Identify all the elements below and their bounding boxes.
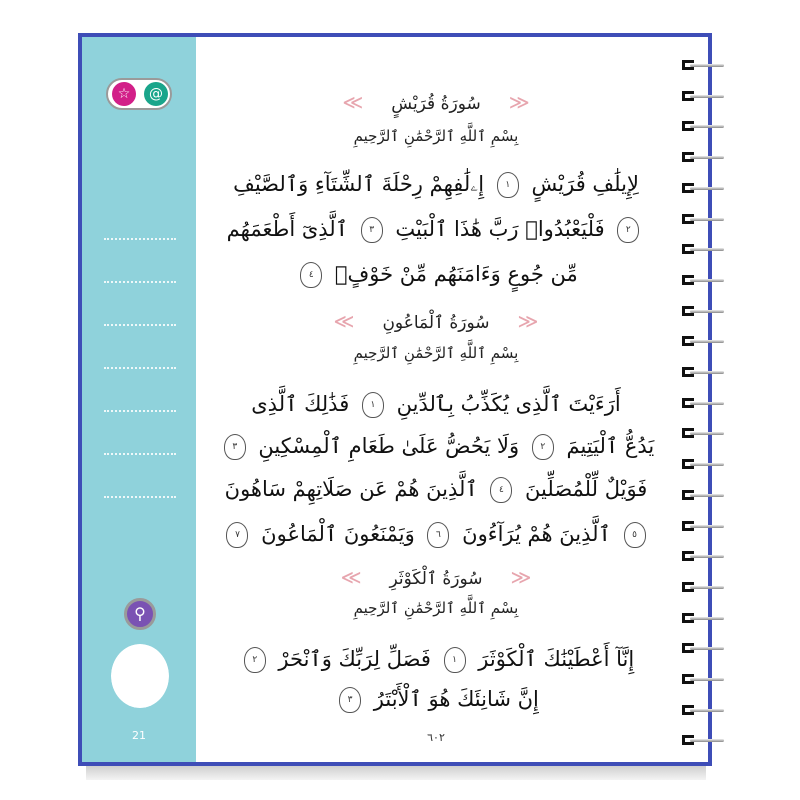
at-sign-icon[interactable]: @ xyxy=(144,82,168,106)
verse-number-marker: ١ xyxy=(362,392,384,418)
verse-number-marker: ٢ xyxy=(532,434,554,460)
dotted-line xyxy=(104,410,176,412)
verse-text: وَلَا يَحُضُّ عَلَىٰ طَعَامِ ٱلْمِسْكِينِ xyxy=(258,434,520,458)
verse-text: لِإِيلَٰفِ قُرَيْشٍ xyxy=(531,172,639,196)
verse-number-marker: ٤ xyxy=(490,477,512,503)
surah-title-text: سُورَةُ ٱلْمَاعُونِ xyxy=(382,313,490,333)
verse-text: فَوَيْلٌ لِّلْمُصَلِّينَ xyxy=(525,477,648,501)
ring-wire xyxy=(690,279,724,282)
search-icon[interactable]: ⚲ xyxy=(124,598,156,630)
ring-wire xyxy=(690,248,724,251)
verse-text: إِۦلَٰفِهِمْ رِحْلَةَ ٱلشِّتَآءِ وَٱلصَّيْفِ xyxy=(233,172,485,196)
verse-number-marker: ٢ xyxy=(617,217,639,243)
ring-wire xyxy=(690,187,724,190)
ornament-icon: ≪ xyxy=(517,309,539,333)
ring-wire xyxy=(690,310,724,313)
verse-text: فَصَلِّ لِرَبِّكَ وَٱنْحَرْ xyxy=(278,647,431,671)
verse-line xyxy=(196,522,676,548)
ring-wire xyxy=(690,156,724,159)
ring-wire xyxy=(690,525,724,528)
verse-line xyxy=(196,477,676,503)
spiral-ring xyxy=(682,490,722,500)
spiral-ring xyxy=(682,121,722,131)
spiral-ring xyxy=(682,91,722,101)
verse-line xyxy=(196,262,676,288)
spiral-ring xyxy=(682,183,722,193)
ring-wire xyxy=(690,494,724,497)
spiral-ring xyxy=(682,705,722,715)
ring-wire xyxy=(690,555,724,558)
bismillah: بِسْمِ ٱللَّهِ ٱلرَّحْمَٰنِ ٱلرَّحِيمِ xyxy=(353,599,519,617)
verse-number-marker: ٧ xyxy=(226,522,248,548)
ring-wire xyxy=(690,586,724,589)
bismillah: بِسْمِ ٱللَّهِ ٱلرَّحْمَٰنِ ٱلرَّحِيمِ xyxy=(353,127,519,145)
surah-title xyxy=(196,565,676,589)
verse-number-marker: ١ xyxy=(444,647,466,673)
verse-number-marker: ١ xyxy=(497,172,519,198)
surah-title xyxy=(196,309,676,333)
leaf-shape xyxy=(111,644,169,708)
arabic-page-number: ٦٠٢ xyxy=(427,731,445,744)
spiral-ring xyxy=(682,735,722,745)
spiral-ring xyxy=(682,367,722,377)
ornament-icon: ≪ xyxy=(508,90,530,114)
page-number: 21 xyxy=(132,729,146,742)
verse-text: فَلْيَعْبُدُوا۟ رَبَّ هَٰذَا ٱلْبَيْتِ xyxy=(395,217,605,241)
ring-wire xyxy=(690,340,724,343)
dotted-line xyxy=(104,496,176,498)
quran-page xyxy=(196,37,676,762)
verse-number-marker: ٣ xyxy=(339,687,361,713)
spiral-ring xyxy=(682,643,722,653)
page-shadow xyxy=(86,766,706,780)
ring-wire xyxy=(690,678,724,681)
ring-wire xyxy=(690,432,724,435)
spiral-ring xyxy=(682,428,722,438)
bismillah: بِسْمِ ٱللَّهِ ٱلرَّحْمَٰنِ ٱلرَّحِيمِ xyxy=(353,344,519,362)
ornament-icon: ≪ xyxy=(510,565,532,589)
dotted-line xyxy=(104,453,176,455)
spiral-ring xyxy=(682,398,722,408)
spiral-ring xyxy=(682,582,722,592)
verse-number-marker: ٣ xyxy=(361,217,383,243)
verse-line xyxy=(196,392,676,418)
ring-wire xyxy=(690,125,724,128)
spiral-ring xyxy=(682,521,722,531)
spiral-ring xyxy=(682,275,722,285)
ring-wire xyxy=(690,739,724,742)
verse-text: ٱلَّذِينَ هُمْ يُرَآءُونَ xyxy=(462,522,611,546)
ornament-icon: ≫ xyxy=(340,565,362,589)
dotted-line xyxy=(104,324,176,326)
spiral-ring xyxy=(682,244,722,254)
ring-wire xyxy=(690,402,724,405)
spiral-ring xyxy=(682,60,722,70)
verse-text: وَيَمْنَعُونَ ٱلْمَاعُونَ xyxy=(261,522,415,546)
verse-line xyxy=(196,434,676,460)
verse-line xyxy=(196,217,676,243)
verse-text: ٱلَّذِينَ هُمْ عَن صَلَاتِهِمْ سَاهُونَ xyxy=(224,477,478,501)
spiral-ring xyxy=(682,674,722,684)
surah-title xyxy=(196,90,676,114)
verse-line xyxy=(196,647,676,673)
ring-wire xyxy=(690,218,724,221)
ornament-icon: ≫ xyxy=(333,309,355,333)
spiral-ring xyxy=(682,459,722,469)
mode-toggle[interactable] xyxy=(106,78,172,110)
ring-wire xyxy=(690,64,724,67)
spiral-ring xyxy=(682,551,722,561)
ornament-icon: ≫ xyxy=(342,90,364,114)
ring-wire xyxy=(690,647,724,650)
star-icon[interactable]: ☆ xyxy=(112,82,136,106)
verse-number-marker: ٥ xyxy=(624,522,646,548)
dotted-line xyxy=(104,367,176,369)
verse-number-marker: ٦ xyxy=(427,522,449,548)
dotted-line xyxy=(104,281,176,283)
spiral-ring xyxy=(682,214,722,224)
ring-wire xyxy=(690,371,724,374)
verse-text: إِنَّ شَانِئَكَ هُوَ ٱلْأَبْتَرُ xyxy=(373,687,539,711)
verse-line xyxy=(196,687,676,713)
spiral-ring xyxy=(682,306,722,316)
surah-title-text: سُورَةُ قُرَيْشٍ xyxy=(391,94,481,114)
verse-text: فَذَٰلِكَ ٱلَّذِى xyxy=(251,392,350,416)
spiral-ring xyxy=(682,336,722,346)
verse-text: مِّن جُوعٍ وَءَامَنَهُم مِّنْ خَوْفٍۭ xyxy=(334,262,578,286)
spiral-ring xyxy=(682,152,722,162)
ring-wire xyxy=(690,463,724,466)
verse-number-marker: ٤ xyxy=(300,262,322,288)
ring-wire xyxy=(690,617,724,620)
verse-text: إِنَّآ أَعْطَيْنَٰكَ ٱلْكَوْثَرَ xyxy=(478,647,635,671)
ring-wire xyxy=(690,709,724,712)
dotted-line xyxy=(104,238,176,240)
verse-number-marker: ٢ xyxy=(244,647,266,673)
spiral-ring xyxy=(682,613,722,623)
verse-line xyxy=(196,172,676,198)
surah-title-text: سُورَةُ ٱلْكَوْثَرِ xyxy=(389,569,483,589)
ring-wire xyxy=(690,95,724,98)
verse-number-marker: ٣ xyxy=(224,434,246,460)
verse-text: أَرَءَيْتَ ٱلَّذِى يُكَذِّبُ بِٱلدِّينِ xyxy=(396,392,621,416)
verse-text: يَدُعُّ ٱلْيَتِيمَ xyxy=(566,434,655,458)
verse-text: ٱلَّذِىٓ أَطْعَمَهُم xyxy=(226,217,348,241)
